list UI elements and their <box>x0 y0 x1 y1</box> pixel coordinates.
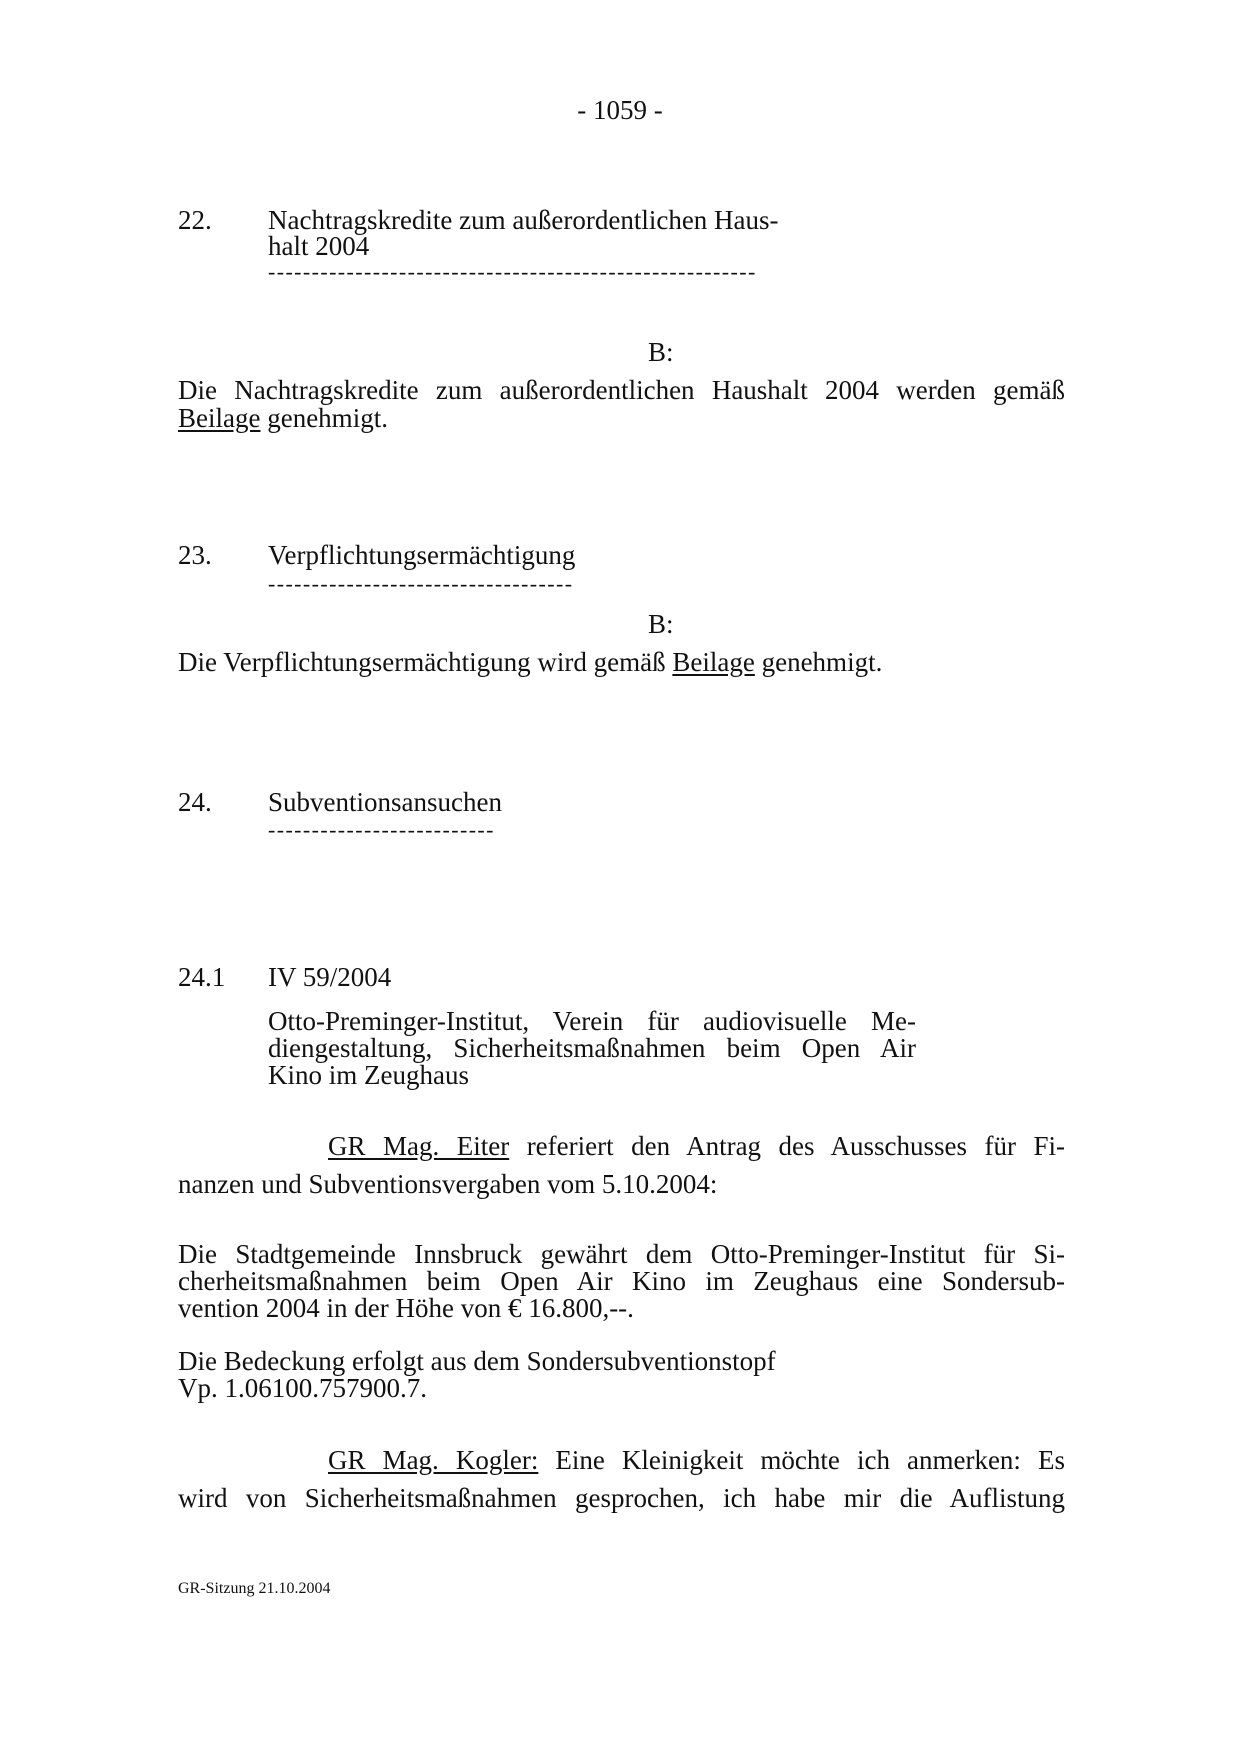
item-23-decision: Die Verpflichtungsermächtigung wird gemäß Beilage genehmigt. <box>178 647 883 677</box>
motion-line1: Die Stadtgemeinde Innsbruck gewährt dem Otto-Preminger-Institut für Si- <box>178 1239 1065 1269</box>
item-24-1-subject-line1: Otto-Preminger-Institut, Verein für audiovisuelle Me- <box>268 1006 916 1036</box>
item-23-title: Verpflichtungsermächtigung <box>268 540 576 570</box>
coverage-line2: Vp. 1.06100.757900.7. <box>178 1373 427 1403</box>
footer-session-date: GR-Sitzung 21.10.2004 <box>178 1580 331 1597</box>
motion-line3: vention 2004 in der Höhe von € 16.800,--. <box>178 1293 634 1323</box>
speech-1-line1: GR Mag. Eiter referiert den Antrag des Ausschusses für Fi- <box>328 1131 1065 1161</box>
item-22-number: 22. <box>178 205 212 235</box>
speaker-eiter: GR Mag. Eiter <box>328 1131 510 1161</box>
item-24-title: Subventionsansuchen <box>268 787 502 817</box>
item-22-title-line2: halt 2004 <box>268 231 370 261</box>
item-24-1-subject-line3: Kino im Zeughaus <box>268 1060 469 1090</box>
item-24-number: 24. <box>178 787 212 817</box>
item-23-decision-label: B: <box>648 609 674 639</box>
speech-2-line1: GR Mag. Kogler: Eine Kleinigkeit möchte ich anmerken: Es <box>328 1445 1065 1475</box>
coverage-line1: Die Bedeckung erfolgt aus dem Sondersubventionstopf <box>178 1346 776 1376</box>
item-24-1-reference: IV 59/2004 <box>268 962 392 992</box>
item-22-rule: -------------------------------------------------------- <box>268 259 757 284</box>
item-24-rule: -------------------------- <box>268 817 495 842</box>
item-23-beilage-link[interactable]: Beilage <box>672 647 755 677</box>
page-number: - 1059 - <box>577 95 663 125</box>
item-24-1-subject-line2: diengestaltung, Sicherheitsmaßnahmen beim Open Air <box>268 1033 916 1063</box>
motion-line2: cherheitsmaßnahmen beim Open Air Kino im Zeughaus eine Sondersub- <box>178 1266 1065 1296</box>
item-23-rule: ----------------------------------- <box>268 571 574 596</box>
item-24-1-number: 24.1 <box>178 962 226 992</box>
speaker-kogler: GR Mag. Kogler: <box>328 1445 539 1475</box>
item-23-number: 23. <box>178 540 212 570</box>
item-22-decision-line2: Beilage genehmigt. <box>178 403 388 433</box>
item-22-decision-line1: Die Nachtragskredite zum außerordentlichen Haushalt 2004 werden gemäß <box>178 375 1065 405</box>
speech-2-line2: wird von Sicherheitsmaßnahmen gesprochen, ich habe mir die Auflistung <box>178 1483 1065 1513</box>
speech-1-line2: nanzen und Subventionsvergaben vom 5.10.2004: <box>178 1169 718 1199</box>
item-22-title-line1: Nachtragskredite zum außerordentlichen Haus- <box>268 205 779 235</box>
item-22-decision-label: B: <box>648 337 674 367</box>
item-22-beilage-link[interactable]: Beilage <box>178 403 261 433</box>
